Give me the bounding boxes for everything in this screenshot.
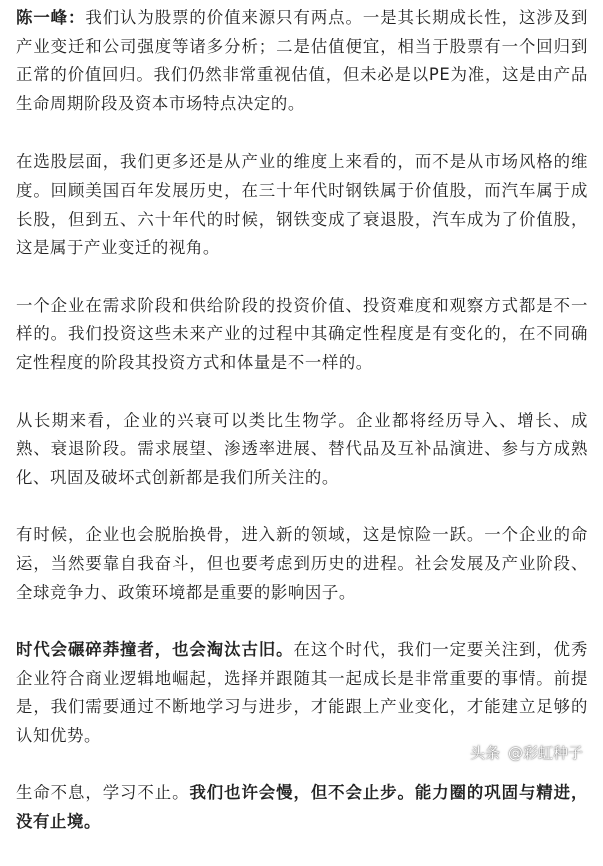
watermark-author: @彩虹种子 [507, 744, 583, 762]
paragraph-6 [16, 636, 588, 750]
paragraph-5 [16, 521, 588, 607]
paragraph-6-text: 在这个时代，我们一定要关注到，优秀企业符合商业逻辑地崛起，选择并跟随其一起成长是非常重要的事情。前提是，我们需要通过不断地学习与进步，才能跟上产业变化，才能建立足够的认知优势。 [16, 640, 588, 745]
source-watermark [470, 742, 583, 763]
paragraph-7 [16, 779, 588, 836]
paragraph-4-text: 从长期来看，企业的兴衰可以类比生物学。企业都将经历导入、增长、成熟、衰退阶段。需求展望、渗透率进展、替代品及互补品演进、参与方成熟化、巩固及破坏式创新都是我们所关注的。 [16, 410, 588, 487]
paragraph-2 [16, 148, 588, 262]
paragraph-7-text: 生命不息，学习不止。 [16, 783, 190, 803]
paragraph-7-bold-tail: 我们也许会慢，但不会止步。能力圈的巩固与精进，没有止境。 [16, 783, 588, 832]
watermark-platform: 头条 [469, 744, 500, 762]
paragraph-1-text: 我们认为股票的价值来源只有两点。一是其长期成长性，这涉及到产业变迁和公司强度等诸多分析；二是估值便宜，相当于股票有一个回归到正常的价值回归。我们仍然非常重视估值，但未必是以PE为准，这是由产品生命周期阶段及资本市场特点决定的。 [16, 8, 588, 113]
paragraph-3 [16, 292, 588, 378]
paragraph-1 [16, 4, 588, 118]
paragraph-2-text: 在选股层面，我们更多还是从产业的维度上来看的，而不是从市场风格的维度。回顾美国百年发展历史，在三十年代时钢铁属于价值股，而汽车属于成长股，但到五、六十年代的时候，钢铁变成了衰退股，汽车成为了价值股，这是属于产业变迁的视角。 [16, 152, 588, 258]
speaker-name: 陈一峰： [16, 8, 86, 27]
paragraph-4 [16, 407, 588, 493]
article-body [16, 4, 588, 866]
paragraph-5-text: 有时候，企业也会脱胎换骨，进入新的领域，这是惊险一跃。一个企业的命运，当然要靠自我奋斗，但也要考虑到历史的进程。社会发展及产业阶段、全球竞争力、政策环境都是重要的影响因子。 [16, 525, 588, 602]
paragraph-6-bold-lead: 时代会碾碎莽撞者，也会淘汰古旧。 [16, 640, 294, 660]
paragraph-3-text: 一个企业在需求阶段和供给阶段的投资价值、投资难度和观察方式都是不一样的。我们投资这些未来产业的过程中其确定性程度是有变化的，在不同确定性程度的阶段其投资方式和体量是不一样的。 [16, 295, 588, 372]
